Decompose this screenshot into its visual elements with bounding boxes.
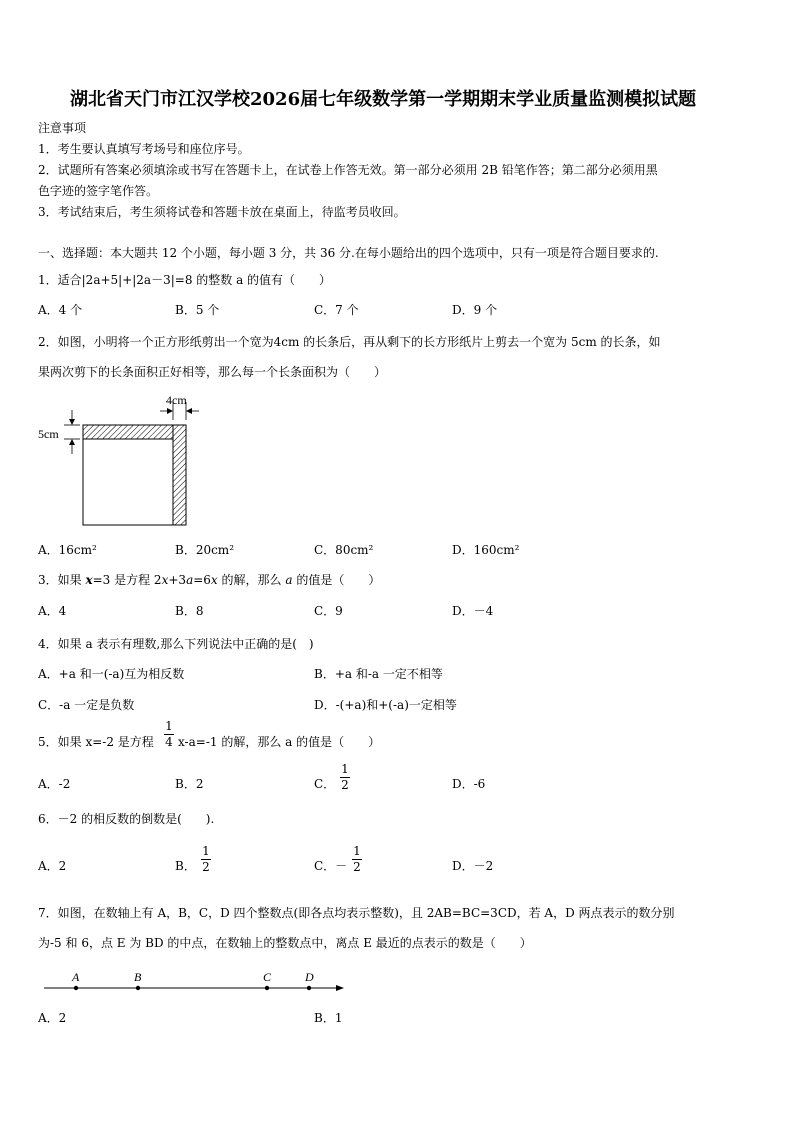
question-5-option-d: D．-6 [452,777,486,791]
figure-label-4cm: 4cm [166,393,187,407]
question-3-option-a: A．4 [38,604,67,618]
question-3-option-d: D．－4 [452,604,494,618]
question-2-option-d: D．160cm² [452,543,520,557]
question-2-stem-line-2: 果两次剪下的长条面积正好相等，那么每一个长条面积为（ ） [38,365,387,379]
horizontal-strip [83,425,173,439]
question-4-option-b: B．+a 和-a 一定不相等 [314,667,443,681]
question-3-stem: 3．如果 x=3 是方程 2x+3a=6x 的解，那么 a 的值是（ ） [38,573,381,587]
notice-item-2-cont: 色字迹的签字笔作答。 [38,184,159,198]
point-b-label: B [134,970,142,984]
question-5-option-c: C． [314,777,336,791]
question-1-stem: 1．适合|2a+5|+|2a－3|=8 的整数 a 的值有（ ） [38,273,332,287]
question-1-option-b: B．5 个 [175,303,220,317]
point-c-dot [265,986,269,990]
question-6-option-d: D．－2 [452,859,494,873]
point-d-label: D [305,970,314,984]
question-5-option-a: A．-2 [38,777,71,791]
question-3-option-b: B．8 [175,604,204,618]
question-5-option-c-fraction: 1 2 [341,762,349,792]
point-c-label: C [263,970,272,984]
question-6-stem: 6．－2 的相反数的倒数是( ). [38,812,215,826]
question-2-stem-line-1: 2．如图，小明将一个正方形纸剪出一个宽为4cm 的长条后，再从剩下的长方形纸片上剪去一个宽为 5cm 的长条，如 [38,335,661,349]
notice-item-2: 2．试题所有答案必须填涂或书写在答题卡上，在试卷上作答无效。第一部分必须用 2B 铅笔作答；第二部分必须用黑 [38,163,658,177]
question-4-option-d: D．-(+a)和+(-a)一定相等 [314,698,457,712]
vertical-strip [173,425,186,525]
question-2-figure [36,392,206,530]
question-7-option-b: B．1 [314,1011,343,1025]
question-5-stem-pre: 5．如果 x=-2 是方程 [38,735,154,749]
question-5-fraction: 1 4 [165,719,173,749]
page-title: 湖北省天门市江汉学校2026届七年级数学第一学期期末学业质量监测模拟试题 [70,89,697,110]
question-4-stem: 4．如果 a 表示有理数,那么下列说法中正确的是( ) [38,637,314,651]
question-6-option-b-fraction: 1 2 [202,844,210,874]
question-6-option-c-fraction: 1 2 [353,844,361,874]
question-7-option-a: A．2 [38,1011,67,1025]
point-b-dot [136,986,140,990]
question-5-stem-post: x-a=-1 的解，那么 a 的值是（ ） [178,735,381,749]
question-2-option-c: C．80cm² [314,543,374,557]
number-line-arrow [336,985,344,991]
question-4-option-c: C．-a 一定是负数 [38,698,135,712]
question-5-option-b: B．2 [175,777,204,791]
notice-item-1: 1．考生要认真填写考场号和座位序号。 [38,142,250,156]
question-7-stem-line-1: 7．如图，在数轴上有 A，B，C，D 四个整数点(即各点均表示整数)，且 2AB=BC=3CD，若 A，D 两点表示的数分别 [38,906,675,920]
question-2-option-a: A．16cm² [38,543,97,557]
notice-item-3: 3．考试结束后，考生须将试卷和答题卡放在桌面上，待监考员收回。 [38,205,406,219]
question-3-option-c: C．9 [314,604,343,618]
question-6-option-b: B． [175,859,196,873]
section-heading: 一、选择题：本大题共 12 个小题，每小题 3 分，共 36 分.在每小题给出的四个选项中，只有一项是符合题目要求的. [38,246,659,260]
question-7-stem-line-2: 为-5 和 6，点 E 为 BD 的中点，在数轴上的整数点中，离点 E 最近的点表示的数是（ ） [38,936,532,950]
question-2-option-b: B．20cm² [175,543,234,557]
question-6-option-c: C．－ [314,859,348,873]
question-4-option-a: A．+a 和一(-a)互为相反数 [38,667,185,681]
point-a-label: A [72,970,80,984]
square-outline [83,425,186,525]
figure-label-5cm: 5cm [38,427,59,441]
question-1-option-a: A．4 个 [38,303,83,317]
question-1-option-d: D．9 个 [452,303,498,317]
question-6-option-a: A．2 [38,859,67,873]
question-1-option-c: C．7 个 [314,303,359,317]
point-d-dot [307,986,311,990]
number-line-figure [38,968,358,998]
point-a-dot [74,986,78,990]
notice-heading: 注意事项 [38,121,87,135]
